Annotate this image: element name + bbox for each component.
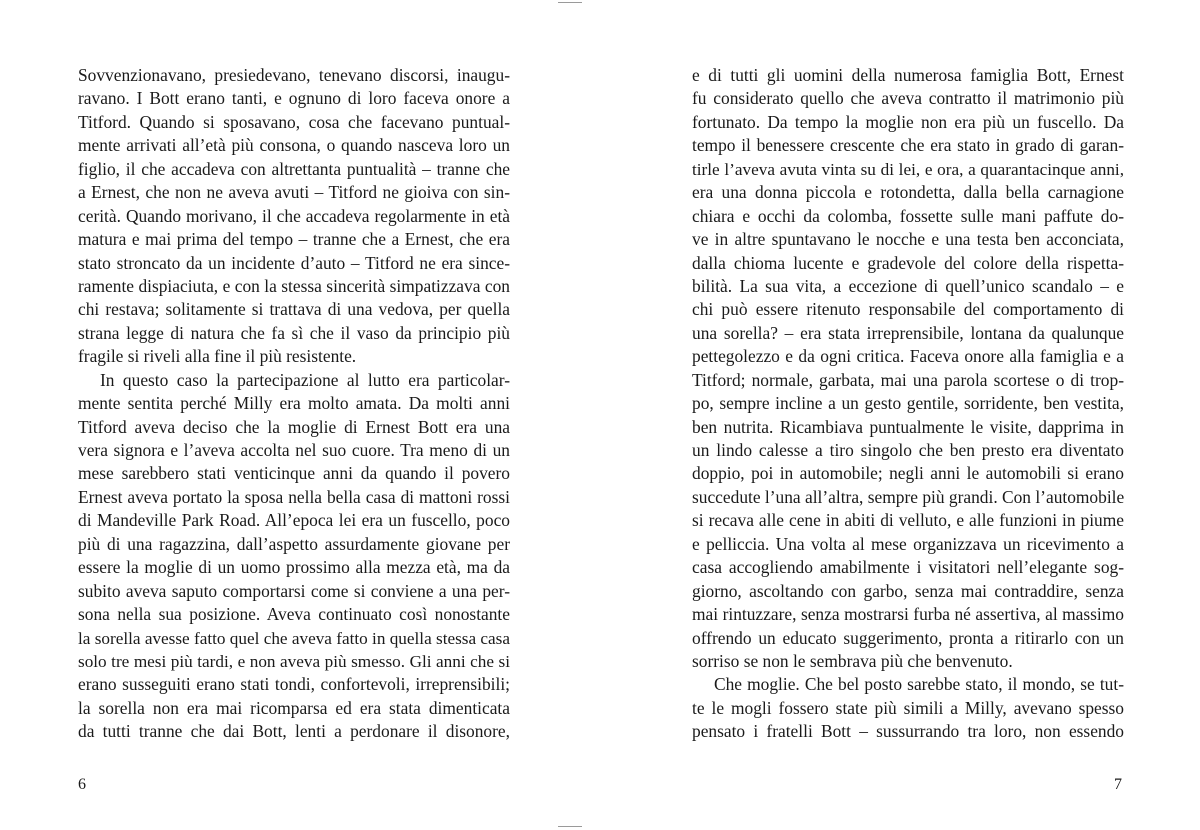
text-line: pettegolezzo e da ogni critica. Faceva onore alla famiglia e a [692, 346, 1124, 367]
text-line: una sorella? – era stata irreprensibile, lontana da qualunque [692, 322, 1124, 343]
text-line-paragraph-end: fragile si riveli alla fine il più resistente. [78, 346, 357, 367]
text-line: Titford; normale, garbata, mai una parola scortese o di trop- [692, 369, 1124, 390]
text-line: chi può essere ritenuto responsabile del comportamento di [692, 299, 1124, 320]
text-line-paragraph-end: sorriso se non le sembrava più che benvenuto. [692, 650, 1013, 671]
text-line: ve in altre spuntavano le nocche e una testa ben acconciata, [692, 229, 1124, 250]
text-line: doppio, poi in automobile; negli anni le automobili si erano [692, 463, 1124, 484]
text-line: stato stroncato da un incidente d’auto – Titford ne era since- [78, 252, 510, 273]
text-line: bilità. La sua vita, a eccezione di quell’unico scandalo – e [692, 275, 1124, 296]
text-line: Titford. Quando si sposavano, cosa che facevano puntual- [78, 111, 510, 132]
left-page-text [78, 64, 510, 744]
text-line: te le mogli fossero state più simili a Milly, avevano spesso [692, 697, 1124, 718]
text-line: la sorella non era mai ricomparsa ed era stata dimenticata [78, 697, 510, 718]
text-line: ravano. I Bott erano tanti, e ognuno di loro faceva onore a [78, 88, 510, 109]
text-line: giorno, ascoltando con garbo, senza mai contraddire, senza [692, 580, 1124, 601]
text-line: e pelliccia. Una volta al mese organizzava un ricevimento a [692, 533, 1124, 554]
text-line: tempo il benessere crescente che era stato in grado di garan- [692, 135, 1124, 156]
text-line: Ernest aveva portato la sposa nella bella casa di mattoni rossi [78, 486, 510, 507]
text-line: vera signora e l’aveva accolta nel suo cuore. Tra meno di un [78, 440, 510, 460]
text-line: erano susseguiti erano stati tondi, confortevoli, irreprensibili; [78, 674, 510, 695]
text-line: un lindo calesse a tiro singolo che ben presto era diventato [692, 440, 1124, 460]
text-line: Titford aveva deciso che la moglie di Ernest Bott era una [78, 416, 510, 437]
text-line: figlio, il che accadeva con altrettanta puntualità – tranne che [78, 158, 510, 179]
crop-mark-top [558, 2, 582, 3]
text-line-paragraph-start: In questo caso la partecipazione al lutto era particolar- [100, 369, 510, 390]
text-line: mente arrivati all’età più consona, o quando nasceva loro un [78, 135, 510, 156]
text-line: chiara e occhi da colomba, fossette sulle mani paffute do- [692, 205, 1124, 226]
text-line: chi restava; solitamente si trattava di una vedova, per quella [78, 299, 510, 320]
text-line: ben nutrita. Ricambiava puntualmente le visite, dapprima in [692, 416, 1124, 437]
text-line: fortunato. Da tempo la moglie non era più un fuscello. Da [692, 111, 1124, 132]
text-line: a Ernest, che non ne aveva avuti – Titford ne gioiva con sin- [78, 182, 510, 203]
text-line: subito aveva saputo comportarsi come si conviene a una per- [78, 580, 510, 601]
text-line: matura e mai prima del tempo – tranne che a Ernest, che era [78, 229, 510, 250]
text-line: la sorella avesse fatto quel che aveva fatto in quella stessa casa [78, 628, 510, 648]
text-line: casa accogliendo amabilmente i visitatori nell’elegante sog- [692, 557, 1124, 578]
text-line: dalla chioma lucente e gradevole del colore della rispetta- [692, 252, 1124, 273]
text-line: più di una ragazzina, dall’aspetto assurdamente giovane per [78, 533, 510, 554]
text-line: di Mandeville Park Road. All’epoca lei era un fuscello, poco [78, 510, 510, 531]
text-line: fu considerato quello che aveva contratto il matrimonio più [692, 88, 1124, 109]
right-page-text [692, 64, 1124, 744]
text-line: tirle l’aveva avuta vinta su di lei, e ora, a quarantacinque anni, [692, 159, 1124, 179]
page-number-right: 7 [1114, 776, 1122, 793]
text-line: offrendo un educato suggerimento, pronta a ritirarlo con un [692, 627, 1124, 648]
text-line: ramente dispiaciuta, e con la stessa sincerità simpatizzava con [78, 275, 510, 296]
text-line: strana legge di natura che fa sì che il vaso da principio più [78, 322, 510, 343]
text-line: mai rintuzzare, senza mostrarsi furba né assertiva, al massimo [692, 604, 1124, 625]
text-line: e di tutti gli uomini della numerosa famiglia Bott, Ernest [692, 65, 1124, 85]
crop-mark-bottom [558, 826, 582, 827]
text-line: succedute l’una all’altra, sempre più grandi. Con l’automobile [692, 486, 1125, 507]
text-line: mese sarebbero stati venticinque anni da quando il povero [78, 463, 510, 484]
text-line: pensato i fratelli Bott – sussurrando tra loro, non essendo [692, 721, 1124, 742]
text-line: mente sentita perché Milly era molto amata. Da molti anni [78, 393, 510, 414]
text-line: essere la moglie di un uomo prossimo alla mezza età, ma da [78, 557, 510, 578]
text-line: Sovvenzionavano, presiedevano, tenevano discorsi, inaugu- [78, 65, 510, 85]
text-line: si recava alle cene in abiti di velluto, e alle funzioni in piume [692, 510, 1124, 531]
text-line: cerità. Quando morivano, il che accadeva regolarmente in età [78, 205, 510, 226]
text-line: da tutti tranne che dai Bott, lenti a perdonare il disonore, [78, 721, 510, 742]
text-line: era una donna piccola e rotondetta, dalla bella carnagione [692, 182, 1124, 203]
text-line-paragraph-start: Che moglie. Che bel posto sarebbe stato, il mondo, se tut- [714, 674, 1124, 695]
page-number-left: 6 [78, 776, 86, 793]
text-line: solo tre mesi più tardi, e non aveva più smesso. Gli anni che si [78, 651, 510, 671]
text-line: sona nella sua posizione. Aveva continuato così nonostante [78, 604, 510, 625]
text-line: po, sempre incline a un gesto gentile, sorridente, ben vestita, [692, 393, 1124, 414]
